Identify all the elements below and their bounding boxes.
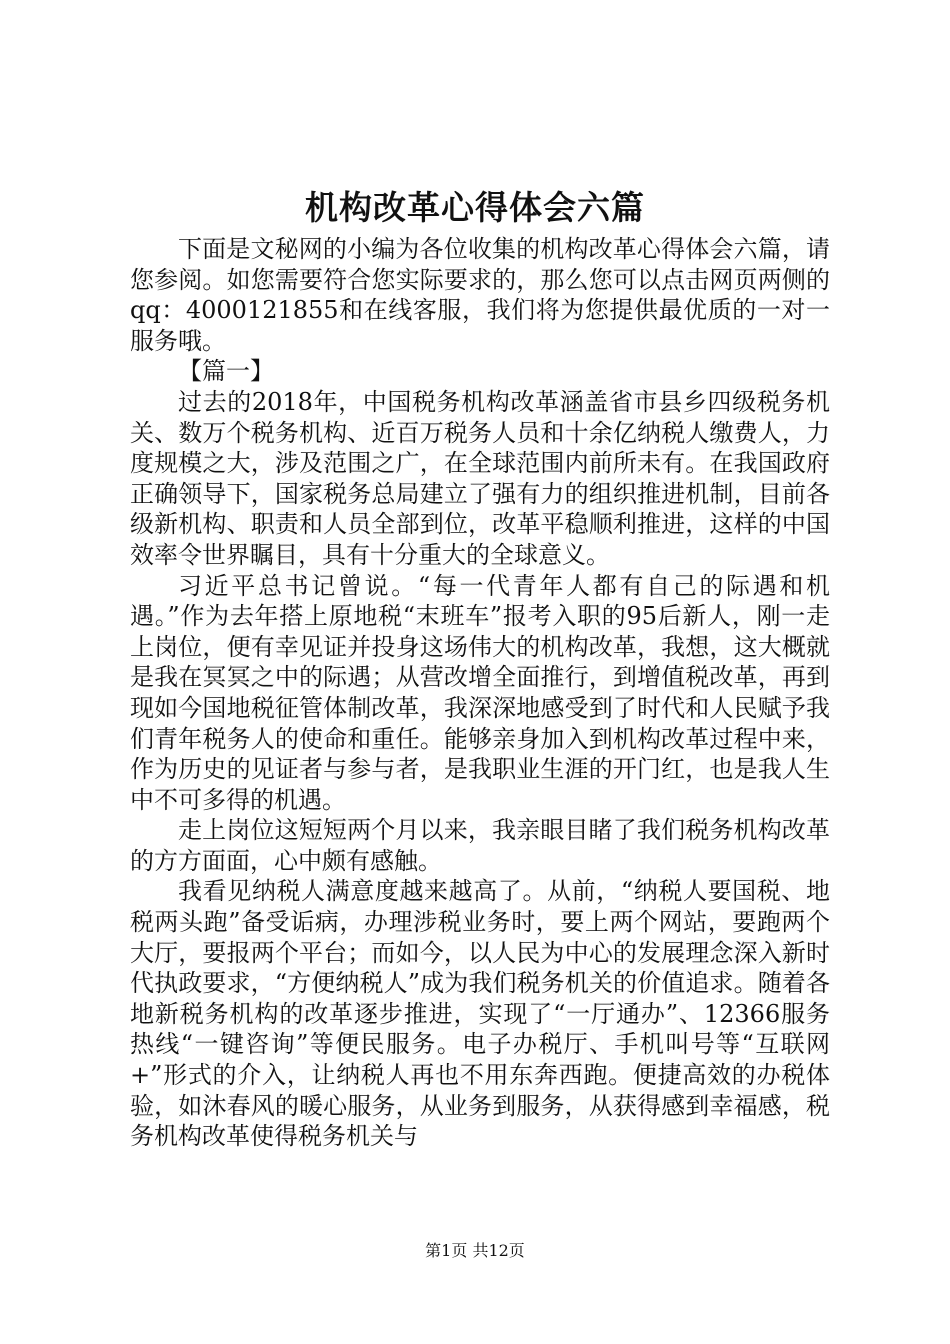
document-title: 机构改革心得体会六篇 (305, 188, 645, 227)
body-paragraph: 过去的2018年，中国税务机构改革涵盖省市县乡四级税务机关、数万个税务机构、近百万税务人员和十余亿纳税人缴费人，力度规模之大，涉及范围之广，在全球范围内前所未有。在我国政府正确领导下，国家税务总局建立了强有力的组织推进机制，目前各级新机构、职责和人员全部到位，改革平稳顺利推进，这样的中国效率令世界瞩目，具有十分重大的全球意义。 (130, 387, 830, 569)
body-paragraph: 走上岗位这短短两个月以来，我亲眼目睹了我们税务机构改革的方方面面，心中颇有感触。 (130, 816, 830, 875)
document-body (130, 234, 830, 1152)
intro-paragraph: 下面是文秘网的小编为各位收集的机构改革心得体会六篇，请您参阅。如您需要符合您实际要求的，那么您可以点击网页两侧的qq：4000121855和在线客服，我们将为您提供最优质的一对一服务哦。 (130, 235, 830, 355)
body-paragraph: 我看见纳税人满意度越来越高了。从前，“纳税人要国税、地税两头跑”备受诟病，办理涉税业务时，要上两个网站，要跑两个大厅，要报两个平台；而如今，以人民为中心的发展理念深入新时代执政要求，“方便纳税人”成为我们税务机关的价值追求。随着各地新税务机构的改革逐步推进，实现了“一厅通办”、12366服务热线“一键咨询”等便民服务。电子办税厅、手机叫号等“互联网+”形式的介入，让纳税人再也不用东奔西跑。便捷高效的办税体验，如沐春风的暖心服务，从业务到服务，从获得感到幸福感，税务机构改革使得税务机关与 (130, 877, 830, 1151)
body-paragraph: 习近平总书记曾说。“每一代青年人都有自己的际遇和机遇。”作为去年搭上原地税“末班车”报考入职的95后新人，刚一走上岗位，便有幸见证并投身这场伟大的机构改革，我想，这大概就是我在冥冥之中的际遇；从营改增全面推行，到增值税改革，再到现如今国地税征管体制改革，我深深地感受到了时代和人民赋予我们青年税务人的使命和重任。能够亲身加入到机构改革过程中来，作为历史的见证者与参与者，是我职业生涯的开门红，也是我人生中不可多得的机遇。 (130, 571, 830, 814)
page-number: 第1页 共12页 (425, 1241, 525, 1260)
section-heading: 【篇一】 (178, 357, 274, 386)
